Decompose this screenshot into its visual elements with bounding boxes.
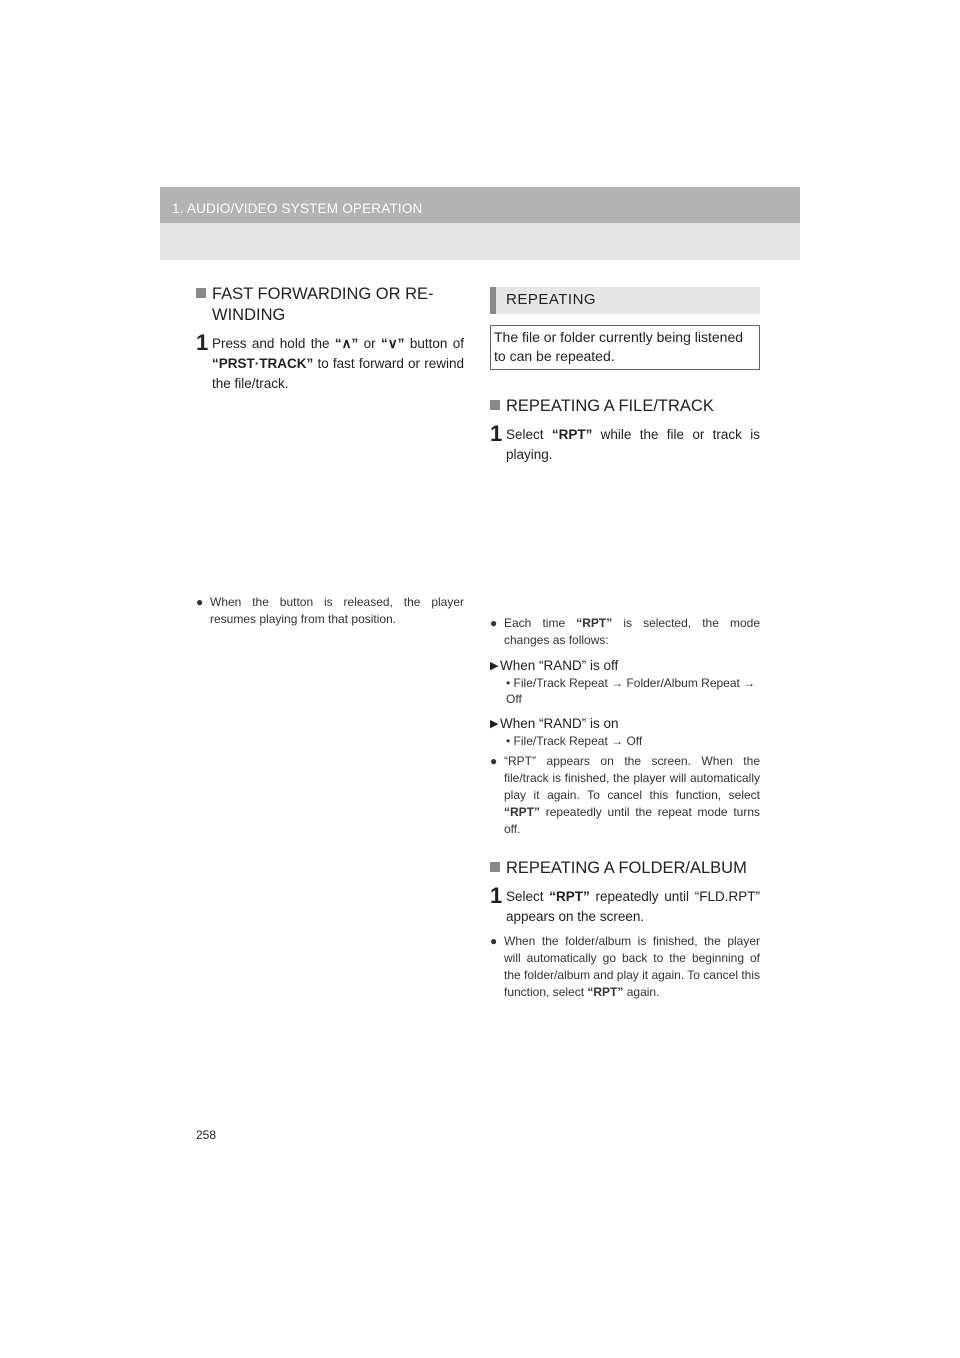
step-select-rpt-repeatedly: 1 Select “RPT” repeatedly until “FLD.RPT” appears on the screen.: [490, 883, 760, 924]
section-title: 1. AUDIO/VIDEO SYSTEM OPERATION: [172, 201, 423, 216]
rand-off-sequence: • File/Track Repeat → Folder/Album Repeat → Off: [506, 676, 756, 706]
square-bullet-icon: [490, 862, 500, 872]
step-select-rpt: 1 Select “RPT” while the file or track is playing.: [490, 421, 760, 462]
header-bar: [160, 187, 800, 223]
note-release: ● When the button is released, the player resumes playing from that position.: [196, 595, 464, 626]
step-press-hold: 1 Press and hold the “∧” or “∨” button of “PRST·TRACK” to fast forward or rewind the file/track.: [196, 330, 465, 391]
square-bullet-icon: [490, 400, 500, 410]
repeating-description: The file or folder currently being listened to can be repeated.: [490, 325, 760, 370]
note-folder-finished: ● When the folder/album is finished, the player will automatically go back to the beginning of the folder/album and play it again. To cancel this function, select “RPT” again.: [490, 934, 760, 999]
right-column: [490, 287, 760, 1001]
note-rpt-appears: ● “RPT” appears on the screen. When the file/track is finished, the player will automatically play it again. To cancel this function, select “RPT” repeatedly until the repeat mode turns off.: [490, 754, 760, 836]
repeating-title: REPEATING: [506, 291, 597, 308]
step-number: 1: [490, 883, 503, 908]
section-header: [160, 187, 800, 260]
repeating-title-bar: [490, 287, 760, 314]
note-mode-changes: ● Each time “RPT” is selected, the mode changes as follows:: [490, 616, 760, 647]
step-number: 1: [196, 330, 209, 355]
bullet-icon: ●: [490, 934, 498, 948]
rand-off-label: ▶ When “RAND” is off: [490, 658, 619, 673]
triangle-right-icon: ▶: [490, 660, 499, 672]
step-number: 1: [490, 421, 503, 446]
bullet-icon: ●: [196, 595, 204, 609]
triangle-right-icon: ▶: [490, 718, 499, 730]
left-column: [196, 284, 464, 628]
page-number: 258: [196, 1128, 217, 1142]
rand-on-sequence: • File/Track Repeat → Off: [506, 734, 643, 748]
bullet-icon: ●: [490, 754, 498, 768]
bullet-icon: ●: [490, 616, 498, 630]
rand-on-label: ▶ When “RAND” is on: [490, 716, 619, 731]
header-subbar: [160, 223, 800, 260]
heading-fast-forward: FAST FORWARDING OR RE- WINDING: [196, 284, 464, 326]
heading-repeat-file: REPEATING A FILE/TRACK: [490, 396, 760, 417]
heading-repeat-folder: REPEATING A FOLDER/ALBUM: [490, 858, 760, 879]
square-bullet-icon: [196, 288, 206, 298]
